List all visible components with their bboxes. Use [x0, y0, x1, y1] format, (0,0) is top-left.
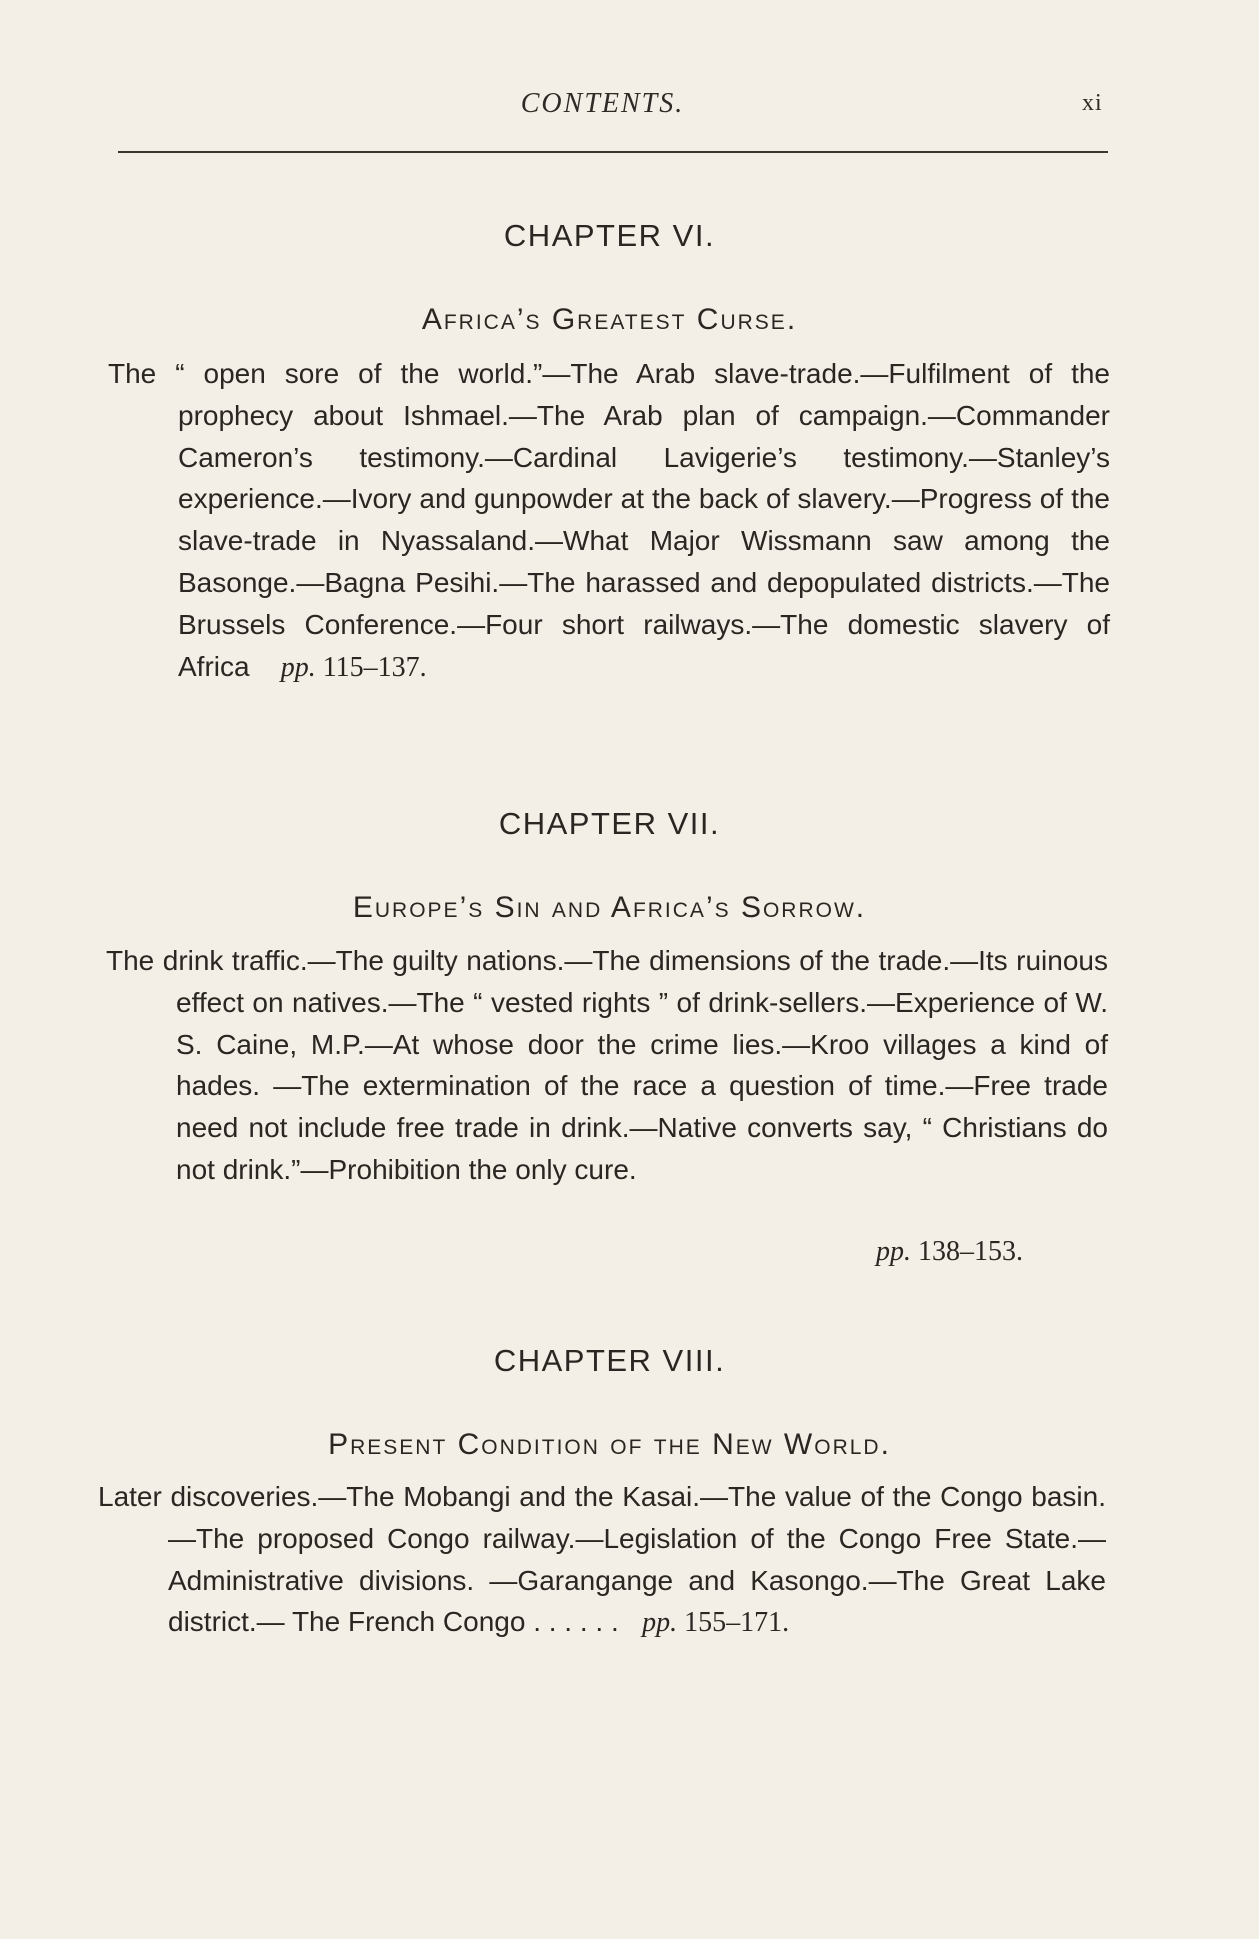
chapter-summary-text: Later discoveries.—The Mobangi and the Kasai.—The value of the Congo basin.—The proposed Congo railway.—Legislation of the Congo Free State.—Administrative divisions. —Garangange and Kasongo.—The Great Lake district.— The French Congo . . . . . .	[98, 1481, 1106, 1638]
chapter-title: Europe’s Sin and Africa’s Sorrow.	[352, 891, 867, 924]
chapter-6	[0, 218, 1259, 338]
chapter-7	[0, 806, 1259, 926]
chapter-summary	[98, 1476, 1106, 1644]
chapter-heading: CHAPTER VII.	[498, 806, 721, 841]
pages-label: pp.	[280, 651, 316, 683]
pages-label: pp.	[642, 1607, 678, 1639]
chapter-8	[0, 1343, 1259, 1463]
chapter-heading: CHAPTER VI.	[503, 218, 716, 253]
chapter-summary	[108, 353, 1110, 688]
header-rule	[118, 151, 1108, 153]
chapter-summary-text: The “ open sore of the world.”—The Arab slave-trade.—Fulfilment of the prophecy about Ishmael.—The Arab plan of campaign.—Commander Cameron’s testimony.—Cardinal Lavigerie’s testimony.—Stanley’s experience.—Ivory and gunpowder at the back of slavery.—Progress of the slave-trade in Nyassaland.—What Major Wissmann saw among the Basonge.—Bagna Pesihi.—The harassed and depopulated districts.—The Brussels Conference.—Four short railways.—The domestic slavery of Africa	[108, 358, 1110, 682]
page-range	[642, 1607, 789, 1638]
page-range	[876, 1236, 1023, 1268]
chapter-heading: CHAPTER VIII.	[493, 1343, 726, 1378]
page-range	[281, 652, 427, 683]
running-title: CONTENTS.	[520, 88, 685, 119]
pages-value: 155–171.	[684, 1607, 790, 1639]
pages-label: pp.	[876, 1236, 911, 1267]
chapter-title: Present Condition of the New World.	[328, 1428, 891, 1461]
pages-value: 138–153.	[918, 1236, 1023, 1267]
running-head	[0, 88, 1259, 128]
pages-value: 115–137.	[322, 651, 427, 683]
chapter-title: Africa’s Greatest Curse.	[421, 303, 798, 336]
chapter-summary	[106, 940, 1108, 1191]
chapter-summary-text: The drink traffic.—The guilty nations.—The dimensions of the trade.—Its ruinous effect on natives.—The “ vested rights ” of drink-sellers.—Experience of W. S. Caine, M.P.—At whose door the crime lies.—Kroo villages a kind of hades. —The extermination of the race a question of time.—Free trade need not include free trade in drink.—Native converts say, “ Christians do not drink.”—Prohibition the only cure.	[106, 945, 1108, 1185]
page-number: xi	[1082, 90, 1103, 116]
